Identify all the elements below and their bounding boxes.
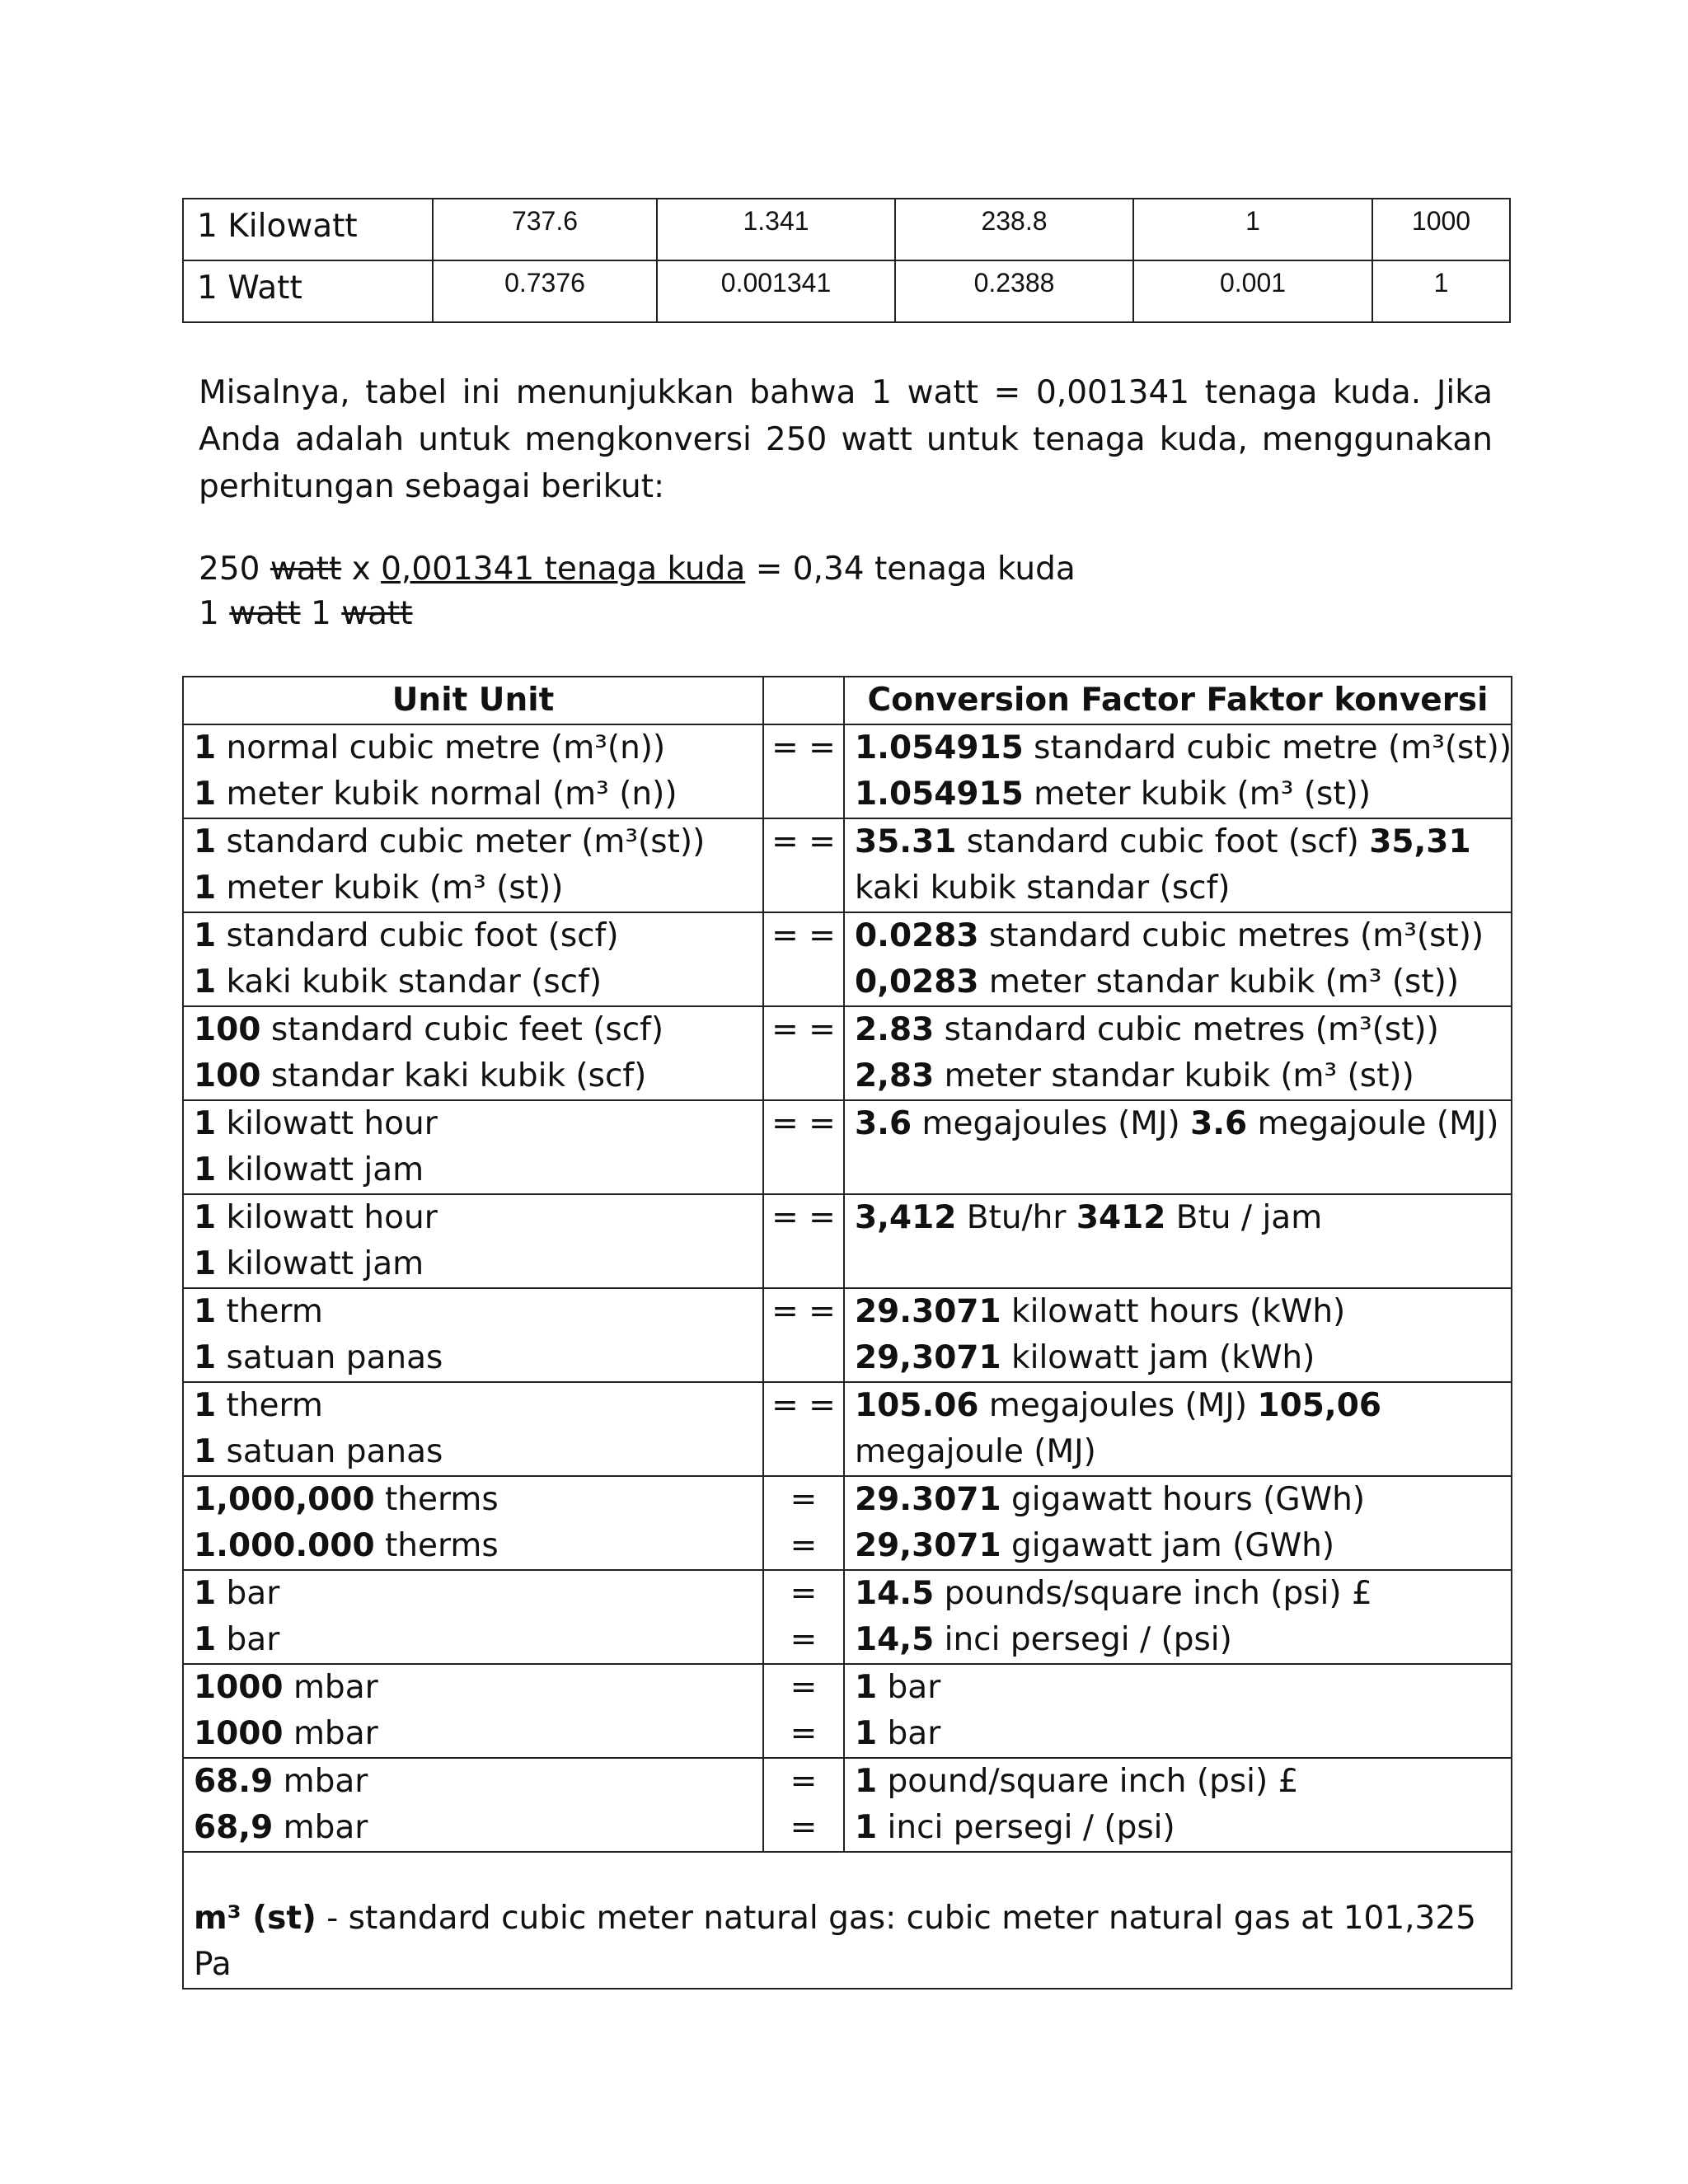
unit-name: kilowatt hour <box>216 1105 438 1142</box>
factor-line <box>855 1477 1501 1523</box>
factor-line <box>855 725 1512 771</box>
equals-sign: = = <box>771 729 836 766</box>
calc-text: 1 <box>300 595 342 632</box>
calculation-line-1 <box>199 546 1076 593</box>
factor-cell <box>844 724 1512 818</box>
calc-text: 250 <box>199 551 270 588</box>
column-header-eq <box>763 677 844 724</box>
table-cell: 0.001341 <box>657 260 895 322</box>
unit-name: mbar <box>273 1763 368 1800</box>
unit-cell <box>183 1664 763 1758</box>
unit-line <box>194 959 753 1005</box>
factor-line <box>855 819 1501 912</box>
table-cell: 1000 <box>1372 199 1510 260</box>
equals-sign: = <box>790 1621 818 1658</box>
unit-line <box>194 1383 753 1429</box>
equals-sign <box>764 1147 843 1193</box>
unit-cell <box>183 1382 763 1476</box>
table-row <box>183 260 1510 322</box>
factor-unit: standard cubic foot (scf) <box>956 823 1370 860</box>
factor-unit: meter kubik (m³ (st)) <box>1023 776 1372 813</box>
table-cell: 0.001 <box>1133 260 1372 322</box>
footnote-term: m³ (st) <box>194 1900 316 1937</box>
row-label: 1 Watt <box>183 260 433 322</box>
equals-sign: = = <box>771 1011 836 1048</box>
table-row <box>183 199 1510 260</box>
unit-name: standard cubic feet (scf) <box>260 1011 664 1048</box>
unit-amount: 1 <box>194 1387 217 1424</box>
factor-unit: kilowatt hours (kWh) <box>1001 1293 1346 1330</box>
factor-line <box>855 1759 1501 1805</box>
equals-sign <box>764 1053 843 1099</box>
table-cell: 0.7376 <box>433 260 657 322</box>
factor-unit: pound/square inch (psi) £ <box>877 1763 1299 1800</box>
unit-line <box>194 1523 753 1569</box>
factor-amount: 35.31 <box>855 823 957 860</box>
equals-sign: = = <box>771 823 836 860</box>
factor-amount: 105,06 <box>1257 1387 1381 1424</box>
equals-sign: = <box>790 1481 818 1518</box>
unit-line <box>194 913 753 959</box>
factor-line <box>855 771 1501 818</box>
footnote <box>183 1852 1512 1989</box>
factor-unit: Btu/hr <box>956 1199 1076 1236</box>
factor-amount: 3.6 <box>1190 1105 1248 1142</box>
equals-sign: = = <box>771 1293 836 1330</box>
unit-name: mbar <box>273 1809 368 1846</box>
unit-amount: 1 <box>194 1151 217 1188</box>
unit-amount: 1 <box>194 823 217 860</box>
equals-sign: = <box>790 1763 818 1800</box>
factor-line <box>855 913 1501 959</box>
factor-unit: gigawatt hours (GWh) <box>1001 1481 1366 1518</box>
explanation-paragraph: Misalnya, tabel ini menunjukkan bahwa 1 watt = 0,001341 tenaga kuda. Jika Anda adalah untuk mengkonversi 250 watt untuk tenaga kuda, menggunakan perhitungan sebagai berikut: <box>199 374 1493 505</box>
equals-sign <box>764 1429 843 1475</box>
factor-line <box>855 1053 1501 1099</box>
equals-cell <box>763 1664 844 1758</box>
unit-cell <box>183 1476 763 1570</box>
unit-name: meter kubik (m³ (st)) <box>216 869 564 907</box>
unit-amount: 1 <box>194 917 217 954</box>
factor-amount: 1.054915 <box>855 729 1024 766</box>
equals-sign: = <box>790 1809 818 1846</box>
unit-line <box>194 1617 753 1663</box>
factor-line <box>855 1665 1501 1711</box>
unit-line <box>194 819 753 865</box>
table-cell: 1 <box>1372 260 1510 322</box>
unit-name: kaki kubik standar (scf) <box>216 963 603 1001</box>
table-row <box>183 912 1512 1006</box>
equals-sign: = <box>790 1669 818 1706</box>
factor-amount: 1 <box>855 1809 878 1846</box>
unit-amount: 68.9 <box>194 1763 274 1800</box>
equals-cell <box>763 1570 844 1664</box>
table-cell: 1 <box>1133 199 1372 260</box>
factor-unit: Btu / jam <box>1165 1199 1323 1236</box>
equals-sign: = <box>790 1575 818 1612</box>
table-row <box>183 1100 1512 1194</box>
unit-amount: 1 <box>194 729 217 766</box>
calc-text: x <box>341 551 382 588</box>
equals-sign: = <box>790 1715 818 1752</box>
table-row <box>183 1664 1512 1758</box>
factor-amount: 29,3071 <box>855 1339 1001 1376</box>
calc-result: = 0,34 tenaga kuda <box>745 551 1076 588</box>
equals-cell <box>763 1194 844 1288</box>
factor-unit: pounds/square inch (psi) £ <box>934 1575 1372 1612</box>
unit-amount: 1 <box>194 963 217 1001</box>
factor-line <box>855 1383 1501 1475</box>
unit-cell <box>183 724 763 818</box>
unit-name: standar kaki kubik (scf) <box>260 1057 647 1094</box>
factor-unit: standard cubic metres (m³(st)) <box>978 917 1484 954</box>
unit-name: therms <box>374 1527 499 1564</box>
unit-amount: 1.000.000 <box>194 1527 375 1564</box>
factor-amount: 14.5 <box>855 1575 935 1612</box>
unit-amount: 1 <box>194 1105 217 1142</box>
equals-cell <box>763 724 844 818</box>
unit-cell <box>183 1194 763 1288</box>
factor-line <box>855 1711 1501 1757</box>
cancelled-unit: watt <box>270 551 342 588</box>
unit-name: satuan panas <box>216 1339 443 1376</box>
unit-line <box>194 1571 753 1617</box>
unit-amount: 1 <box>194 776 217 813</box>
table-cell: 737.6 <box>433 199 657 260</box>
unit-amount: 1000 <box>194 1669 284 1706</box>
equals-sign <box>764 771 843 818</box>
factor-unit: meter standar kubik (m³ (st)) <box>934 1057 1414 1094</box>
factor-amount: 2,83 <box>855 1057 935 1094</box>
factor-line <box>855 1617 1501 1663</box>
unit-cell <box>183 1758 763 1852</box>
table-row <box>183 1570 1512 1664</box>
unit-line <box>194 725 753 771</box>
unit-name: mbar <box>283 1669 378 1706</box>
factor-cell <box>844 1100 1512 1194</box>
factor-cell <box>844 1758 1512 1852</box>
equals-sign <box>764 1241 843 1287</box>
factor-unit: standard cubic metre (m³(st)) <box>1023 729 1512 766</box>
factor-amount: 0,0283 <box>855 963 979 1001</box>
equals-cell <box>763 1288 844 1382</box>
unit-name: therm <box>216 1293 323 1330</box>
factor-cell <box>844 1476 1512 1570</box>
unit-amount: 100 <box>194 1057 261 1094</box>
unit-name: meter kubik normal (m³ (n)) <box>216 776 678 813</box>
unit-amount: 1,000,000 <box>194 1481 375 1518</box>
factor-cell <box>844 1382 1512 1476</box>
factor-cell <box>844 1664 1512 1758</box>
unit-amount: 100 <box>194 1011 261 1048</box>
equals-sign: = = <box>771 917 836 954</box>
unit-line <box>194 1195 753 1241</box>
unit-line <box>194 1665 753 1711</box>
unit-amount: 1 <box>194 1433 217 1470</box>
calculation-line-2 <box>199 590 413 637</box>
equals-sign <box>764 1335 843 1381</box>
unit-line <box>194 1429 753 1475</box>
factor-unit: megajoule (MJ) <box>1247 1105 1499 1142</box>
factor-amount: 1 <box>855 1715 878 1752</box>
unit-name: kilowatt hour <box>216 1199 438 1236</box>
factor-unit: kilowatt jam (kWh) <box>1001 1339 1315 1376</box>
factor-line <box>855 1195 1501 1241</box>
factor-amount: 1 <box>855 1763 878 1800</box>
equals-sign: = <box>790 1527 818 1564</box>
unit-line <box>194 1759 753 1805</box>
calc-text: 1 <box>199 595 230 632</box>
unit-line <box>194 1241 753 1287</box>
table-row <box>183 1382 1512 1476</box>
factor-unit: meter standar kubik (m³ (st)) <box>978 963 1460 1001</box>
unit-line <box>194 1335 753 1381</box>
unit-cell <box>183 1100 763 1194</box>
factor-cell <box>844 1570 1512 1664</box>
factor-cell <box>844 1006 1512 1100</box>
factor-unit: inci persegi / (psi) <box>934 1621 1232 1658</box>
unit-amount: 1 <box>194 1199 217 1236</box>
factor-cell <box>844 912 1512 1006</box>
unit-line <box>194 771 753 818</box>
table-header-row <box>183 677 1512 724</box>
equals-cell <box>763 1382 844 1476</box>
footnote-text: - standard cubic meter natural gas: cubic meter natural gas at 101,325 Pa <box>194 1900 1476 1983</box>
factor-amount: 2.83 <box>855 1011 935 1048</box>
table-row <box>183 724 1512 818</box>
unit-line <box>194 865 753 912</box>
factor-amount: 3412 <box>1076 1199 1166 1236</box>
table-row <box>183 1006 1512 1100</box>
unit-name: standard cubic foot (scf) <box>216 917 619 954</box>
factor-line <box>855 959 1501 1005</box>
unit-amount: 68,9 <box>194 1809 274 1846</box>
table-cell: 0.2388 <box>895 260 1133 322</box>
equals-cell <box>763 912 844 1006</box>
unit-amount: 1 <box>194 1621 217 1658</box>
factor-line <box>855 1007 1501 1053</box>
factor-amount: 29.3071 <box>855 1481 1001 1518</box>
equals-cell <box>763 1758 844 1852</box>
table-row <box>183 1476 1512 1570</box>
factor-unit: inci persegi / (psi) <box>877 1809 1175 1846</box>
unit-name: kilowatt jam <box>216 1151 424 1188</box>
unit-amount: 1 <box>194 1575 217 1612</box>
unit-name: normal cubic metre (m³(n)) <box>216 729 666 766</box>
factor-line <box>855 1101 1501 1147</box>
unit-line <box>194 1101 753 1147</box>
factor-amount: 3,412 <box>855 1199 957 1236</box>
factor-unit: bar <box>877 1669 941 1706</box>
unit-line <box>194 1805 753 1851</box>
calc-numerator: 0,001341 tenaga kuda <box>381 551 746 588</box>
factor-amount: 3.6 <box>855 1105 912 1142</box>
unit-name: bar <box>216 1575 280 1612</box>
equals-cell <box>763 1476 844 1570</box>
unit-name: therms <box>374 1481 499 1518</box>
factor-unit: megajoules (MJ) <box>978 1387 1258 1424</box>
unit-line <box>194 1007 753 1053</box>
unit-cell <box>183 1288 763 1382</box>
factor-amount: 1 <box>855 1669 878 1706</box>
table-row <box>183 818 1512 912</box>
unit-amount: 1000 <box>194 1715 284 1752</box>
equals-cell <box>763 1006 844 1100</box>
factor-unit: gigawatt jam (GWh) <box>1001 1527 1335 1564</box>
row-label: 1 Kilowatt <box>183 199 433 260</box>
unit-name: therm <box>216 1387 323 1424</box>
factor-cell <box>844 1194 1512 1288</box>
table-row <box>183 1194 1512 1288</box>
unit-cell <box>183 818 763 912</box>
table-row <box>183 1288 1512 1382</box>
factor-unit: megajoule (MJ) <box>855 1433 1096 1470</box>
table-cell: 1.341 <box>657 199 895 260</box>
unit-name: satuan panas <box>216 1433 443 1470</box>
factor-amount: 0.0283 <box>855 917 979 954</box>
unit-amount: 1 <box>194 1245 217 1282</box>
cancelled-unit: watt <box>229 595 301 632</box>
factor-unit: bar <box>877 1715 941 1752</box>
factor-cell <box>844 818 1512 912</box>
factor-unit: kaki kubik standar (scf) <box>855 869 1231 907</box>
cancelled-unit: watt <box>341 595 413 632</box>
factor-cell <box>844 1288 1512 1382</box>
unit-name: mbar <box>283 1715 378 1752</box>
unit-cell <box>183 912 763 1006</box>
factor-unit: standard cubic metres (m³(st)) <box>934 1011 1439 1048</box>
unit-name: standard cubic meter (m³(st)) <box>216 823 706 860</box>
unit-cell <box>183 1006 763 1100</box>
unit-line <box>194 1147 753 1193</box>
column-header-unit: Unit Unit <box>183 677 763 724</box>
equals-sign: = = <box>771 1199 836 1236</box>
equals-cell <box>763 818 844 912</box>
footnote-row <box>183 1852 1512 1989</box>
unit-amount: 1 <box>194 869 217 907</box>
factor-amount: 29,3071 <box>855 1527 1001 1564</box>
unit-name: bar <box>216 1621 280 1658</box>
equals-sign: = = <box>771 1105 836 1142</box>
factor-amount: 29.3071 <box>855 1293 1001 1330</box>
factor-amount: 105.06 <box>855 1387 979 1424</box>
table-cell: 238.8 <box>895 199 1133 260</box>
unit-conversion-table <box>182 676 1512 1990</box>
unit-line <box>194 1477 753 1523</box>
equals-cell <box>763 1100 844 1194</box>
unit-line <box>194 1053 753 1099</box>
unit-cell <box>183 1570 763 1664</box>
unit-amount: 1 <box>194 1293 217 1330</box>
factor-line <box>855 1289 1501 1381</box>
factor-unit: megajoules (MJ) <box>912 1105 1191 1142</box>
factor-line <box>855 1523 1501 1569</box>
equals-sign <box>764 865 843 912</box>
power-conversion-table <box>182 198 1511 323</box>
factor-amount: 14,5 <box>855 1621 935 1658</box>
factor-line <box>855 1805 1501 1851</box>
unit-name: kilowatt jam <box>216 1245 424 1282</box>
factor-amount: 1.054915 <box>855 776 1024 813</box>
factor-line <box>855 1571 1501 1617</box>
equals-sign <box>764 959 843 1005</box>
equals-sign: = = <box>771 1387 836 1424</box>
unit-line <box>194 1711 753 1757</box>
unit-line <box>194 1289 753 1335</box>
column-header-factor: Conversion Factor Faktor konversi <box>844 677 1512 724</box>
table-row <box>183 1758 1512 1852</box>
factor-amount: 35,31 <box>1369 823 1471 860</box>
unit-amount: 1 <box>194 1339 217 1376</box>
